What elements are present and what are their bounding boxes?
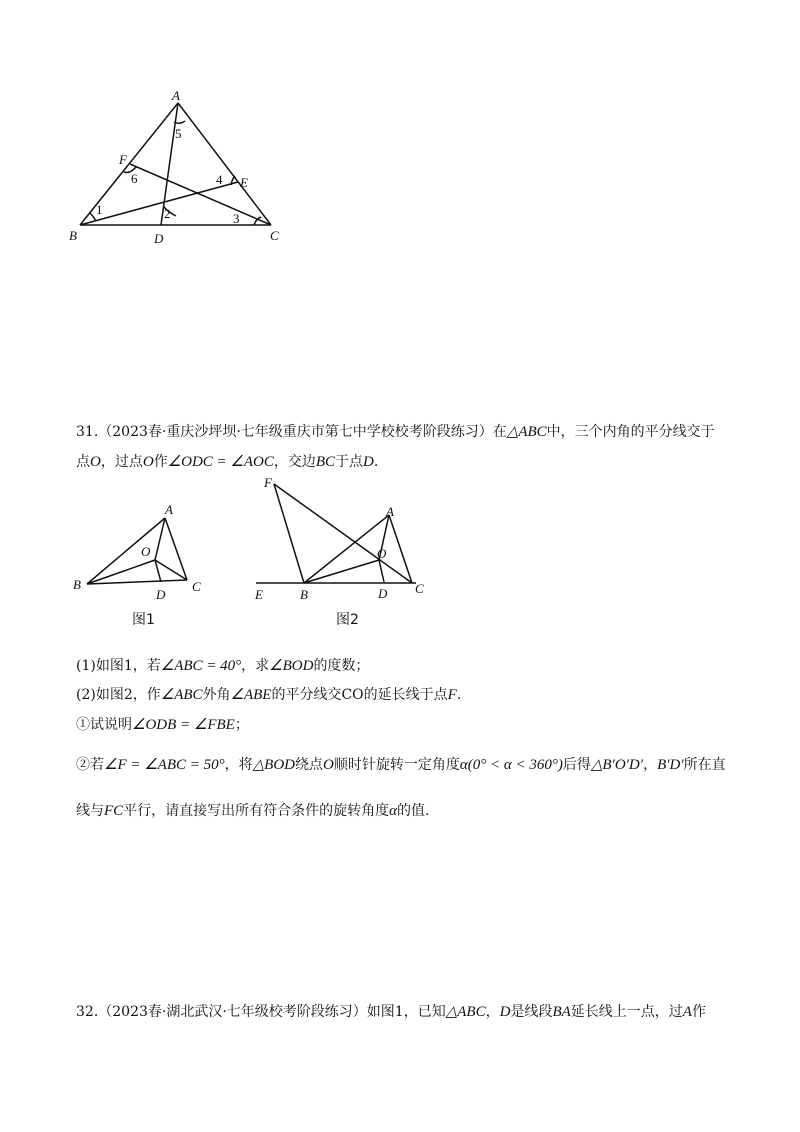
q31-part2-i: ①试说明∠ODB = ∠FBE；: [76, 717, 249, 733]
fig2-label-d: D: [378, 586, 388, 601]
fig2-side-ac: [389, 515, 412, 583]
q32-line1: 32.（2023春·湖北武汉·七年级校考阶段练习）如图1，已知△ABC，D是线段BA延长线上一点，过A作: [76, 1004, 706, 1020]
fig2-segment-od: [379, 560, 384, 582]
fig2-segment-fb: [274, 484, 304, 583]
fig2-label-c: C: [415, 581, 424, 596]
label-c: C: [270, 228, 279, 243]
q31-part1: (1)如图1，若∠ABC = 40°，求∠BOD的度数；: [76, 658, 370, 674]
label-angle-5: 5: [175, 126, 182, 141]
q31-condition: ∠ODC = ∠AOC: [167, 454, 274, 470]
label-angle-3: 3: [233, 211, 240, 226]
q32-source: （2023春·湖北武汉·七年级校考阶段练习）: [98, 1004, 367, 1020]
label-angle-2: 2: [164, 206, 171, 221]
fig2-segment-fc: [274, 484, 412, 583]
label-angle-4: 4: [216, 172, 223, 187]
q31-part2: (2)如图2，作∠ABC外角∠ABE的平分线交CO的延长线于点F.: [76, 687, 462, 703]
fig1-side-bc: [87, 580, 187, 584]
q31-line2: 点O，过点O作∠ODC = ∠AOC，交边BC于点D.: [76, 454, 379, 470]
label-a: A: [172, 90, 180, 103]
fig1-label-c: C: [192, 579, 201, 594]
q31-triangle: △ABC: [506, 424, 547, 440]
q31-figure-1: [65, 500, 225, 605]
fig2-segment-bo: [304, 560, 379, 583]
q32-number: 32.: [76, 1004, 99, 1020]
q31-figure-2: [250, 472, 440, 607]
fig2-label-b: B: [300, 587, 308, 602]
fig2-label-o: O: [377, 546, 387, 561]
q31-number: 31.: [76, 424, 99, 440]
q31-line1: 31.（2023春·重庆沙坪坝·七年级重庆市第七中学校校考阶段练习）在△ABC中，三个内角的平分线交于: [76, 424, 715, 440]
label-b: B: [69, 228, 77, 243]
label-f: F: [119, 152, 127, 167]
fig2-label-e: E: [255, 587, 263, 602]
fig1-label-b: B: [73, 577, 81, 592]
fig1-label-d: D: [156, 587, 166, 602]
fig1-segment-bo: [87, 560, 155, 584]
q31-part2-ii-line1: ②若∠F = ∠ABC = 50°，将△BOD绕点O顺时针旋转一定角度α(0° < α < 360°)后得△B′O′D′，B′D′所在直: [76, 757, 726, 773]
fig1-side-ac: [165, 518, 187, 580]
q31-part2-ii-line2: 线与FC平行，请直接写出所有符合条件的旋转角度α的值.: [76, 803, 430, 819]
segment-cf: [130, 164, 271, 225]
fig1-side-ab: [87, 518, 165, 584]
fig2-label-f: F: [264, 475, 272, 490]
label-e: E: [240, 175, 248, 190]
fig1-label-o: O: [141, 544, 151, 559]
fig1-label-a: A: [165, 502, 173, 517]
label-d: D: [154, 231, 164, 246]
fig2-label-a: A: [386, 504, 394, 519]
segment-be: [80, 182, 238, 225]
q31-source: （2023春·重庆沙坪坝·七年级重庆市第七中学校校考阶段练习）: [98, 424, 493, 440]
q31-figure-2-caption: 图2: [336, 612, 359, 628]
figure-top-triangle: [60, 90, 300, 250]
side-ac: [178, 103, 271, 225]
label-angle-6: 6: [131, 171, 138, 186]
label-angle-1: 1: [96, 202, 103, 217]
q31-figure-1-caption: 图1: [132, 612, 155, 628]
